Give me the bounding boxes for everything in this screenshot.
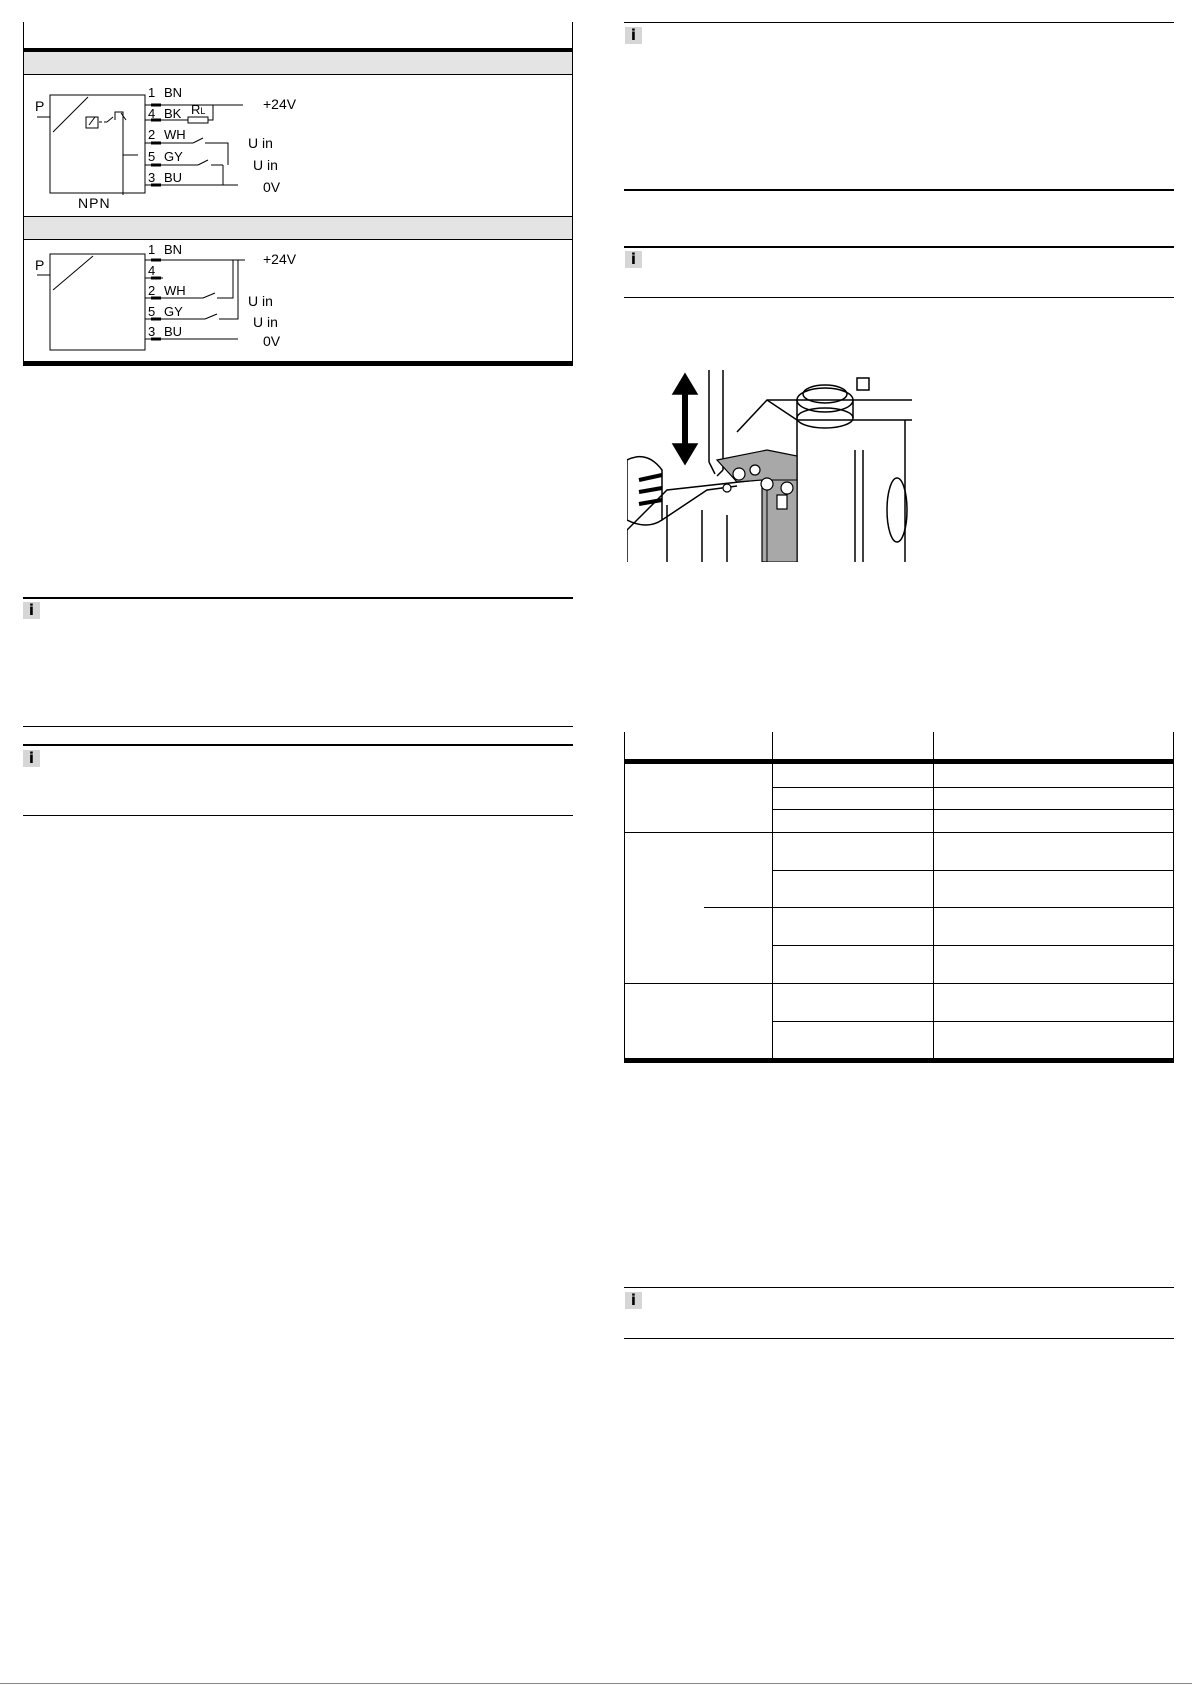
- info-icon: i: [625, 27, 642, 44]
- npn-pressure-label: P: [35, 98, 45, 114]
- d2-pin-1-color: BN: [164, 242, 183, 257]
- device-adjustment-illustration: [627, 370, 912, 562]
- npn-pin-5-color: GY: [164, 149, 183, 164]
- npn-pin-3-number: 3: [148, 170, 156, 185]
- page-bottom-rule: [0, 1683, 1192, 1684]
- npn-load-label: RL: [191, 102, 206, 117]
- d2-pin-5-color: GY: [164, 304, 183, 319]
- npn-pin-1-color: BN: [164, 85, 183, 100]
- info-icon: i: [625, 251, 642, 268]
- note-1-top-rule: [23, 597, 573, 599]
- specification-table: [624, 732, 1174, 1062]
- info-icon: i: [23, 750, 40, 767]
- d2-input-2-label: U in: [253, 314, 278, 330]
- npn-pin-4-color: BK: [164, 106, 182, 121]
- note-5-top-rule: [624, 1287, 1174, 1288]
- d2-pin-1-number: 1: [148, 242, 156, 257]
- note-3-top-rule: [624, 22, 1174, 23]
- npn-pin-4-number: 4: [148, 106, 156, 121]
- d2-pin-5-number: 5: [148, 304, 156, 319]
- note-1-bottom-rule: [23, 726, 573, 727]
- d2-pin-2-number: 2: [148, 283, 156, 298]
- npn-pin-2-color: WH: [164, 127, 186, 142]
- table-bottom-rule: [23, 361, 573, 366]
- d2-pin-3-number: 3: [148, 324, 156, 339]
- section-band-npn: [24, 52, 572, 75]
- d2-pin-4-number: 4: [148, 263, 156, 278]
- note-3-bottom-rule: [624, 189, 1174, 191]
- d2-pin-2-color: WH: [164, 283, 186, 298]
- npn-wiring-diagram: [23, 75, 343, 215]
- d2-pin-3-color: BU: [164, 324, 183, 339]
- npn-pin-5-number: 5: [148, 149, 156, 164]
- npn-pin-3-color: BU: [164, 170, 183, 185]
- info-icon: i: [625, 1292, 642, 1309]
- npn-input-1-label: U in: [248, 135, 273, 151]
- npn-pin-1-number: 1: [148, 85, 156, 100]
- npn-supply-label: +24V: [263, 96, 297, 112]
- d2-ground-label: 0V: [263, 333, 281, 349]
- spec-table-header-rule: [624, 759, 1174, 764]
- section-band-second: [24, 216, 572, 240]
- note-4-top-rule: [624, 246, 1174, 248]
- second-wiring-diagram: [23, 240, 343, 360]
- spec-table-bottom-rule: [624, 1058, 1174, 1063]
- npn-input-2-label: U in: [253, 157, 278, 173]
- npn-circuit-label: NPN: [78, 195, 111, 211]
- info-icon: i: [23, 602, 40, 619]
- note-2-bottom-rule: [23, 815, 573, 816]
- npn-pin-2-number: 2: [148, 127, 156, 142]
- d2-supply-label: +24V: [263, 251, 297, 267]
- d2-input-1-label: U in: [248, 293, 273, 309]
- npn-ground-label: 0V: [263, 179, 281, 195]
- note-5-bottom-rule: [624, 1338, 1174, 1339]
- note-2-top-rule: [23, 744, 573, 746]
- note-4-bottom-rule: [624, 297, 1174, 298]
- d2-pressure-label: P: [35, 257, 45, 273]
